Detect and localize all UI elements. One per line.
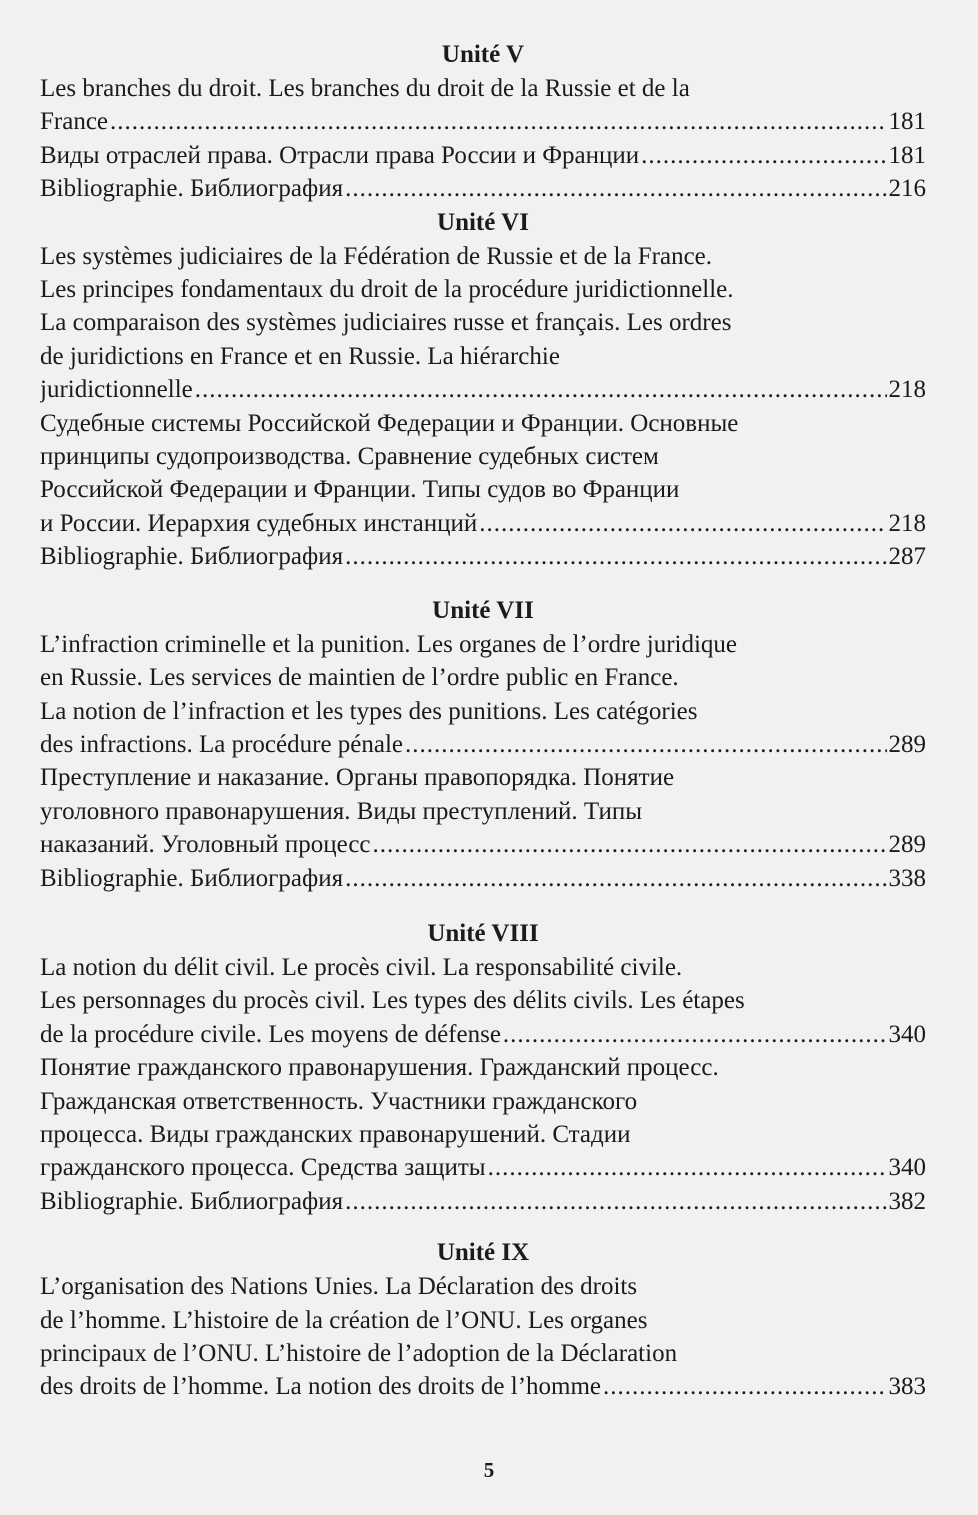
toc-line: процесса. Виды гражданских правонарушений. Стадии: [40, 1120, 631, 1148]
toc-leader-line: [40, 373, 926, 406]
toc-line: France: [40, 108, 109, 136]
toc-line: наказаний. Уголовный процесс: [40, 831, 371, 859]
toc-line: Судебные системы Российской Федерации и Франции. Основные: [40, 409, 739, 437]
toc-line: La notion du délit civil. Le procès civil. La responsabilité civile.: [40, 953, 683, 981]
page-ref: 181: [888, 108, 926, 136]
dot-leader: [345, 540, 886, 573]
page-ref: 218: [888, 509, 926, 537]
toc-line: Bibliographie. Библиография: [40, 864, 344, 892]
table-of-contents: [40, 38, 926, 1404]
section-spacer: [40, 1218, 926, 1236]
toc-entry: [40, 1270, 926, 1404]
toc-line: des infractions. La procédure pénale: [40, 730, 404, 758]
page-ref: 289: [888, 831, 926, 859]
dot-leader: [373, 828, 887, 861]
toc-entry: [40, 862, 926, 895]
toc-leader-line: [40, 540, 926, 573]
toc-line: de l’homme. L’histoire de la création de l’ONU. Les organes: [40, 1306, 648, 1334]
page-ref: 216: [888, 175, 926, 203]
toc-leader-line: [40, 1151, 926, 1184]
toc-entry: [40, 139, 926, 172]
toc-leader-line: [40, 1018, 926, 1051]
toc-line: juridictionnelle: [40, 376, 193, 404]
toc-entry: [40, 172, 926, 205]
toc-line: de juridictions en France et en Russie. La hiérarchie: [40, 342, 560, 370]
toc-line: уголовного правонарушения. Виды преступлений. Типы: [40, 797, 643, 825]
toc-entry: [40, 72, 926, 139]
toc-line: Виды отраслей права. Отрасли права России и Франции: [40, 141, 640, 169]
dot-leader: [345, 172, 886, 205]
dot-leader: [503, 1018, 887, 1051]
toc-entry: [40, 240, 926, 407]
page-number: 5: [483, 1458, 495, 1482]
page-ref: 218: [888, 376, 926, 404]
toc-line: Bibliographie. Библиография: [40, 543, 344, 571]
dot-leader: [345, 862, 886, 895]
toc-line: de la procédure civile. Les moyens de défense: [40, 1020, 501, 1048]
toc-line: и России. Иерархия судебных инстанций: [40, 509, 478, 537]
toc-leader-line: [40, 507, 926, 540]
toc-line: L’infraction criminelle et la punition. Les organes de l’ordre juridique: [40, 630, 738, 658]
dot-leader: [195, 373, 887, 406]
toc-line: Гражданская ответственность. Участники гражданского: [40, 1087, 638, 1115]
unit-section: [40, 594, 926, 895]
toc-leader-line: [40, 139, 926, 172]
toc-line: Преступление и наказание. Органы правопорядка. Понятие: [40, 764, 675, 792]
toc-entry: [40, 628, 926, 762]
dot-leader: [603, 1370, 886, 1403]
toc-line: principaux de l’ONU. L’histoire de l’adoption de la Déclaration: [40, 1340, 678, 1367]
dot-leader: [641, 139, 886, 172]
dot-leader: [488, 1151, 887, 1184]
toc-leader-line: [40, 172, 926, 205]
dot-leader: [405, 728, 886, 761]
toc-leader-line: [40, 1370, 926, 1403]
toc-line: Bibliographie. Библиография: [40, 175, 344, 203]
page-ref: 382: [888, 1187, 926, 1215]
toc-line: L’organisation des Nations Unies. La Déclaration des droits: [40, 1273, 638, 1301]
dot-leader: [110, 105, 886, 138]
toc-leader-line: [40, 1185, 926, 1218]
toc-entry: [40, 540, 926, 573]
toc-line: Понятие гражданского правонарушения. Гражданский процесс.: [40, 1054, 719, 1082]
page-ref: 340: [888, 1154, 926, 1182]
dot-leader: [479, 507, 886, 540]
unit-title: Unité VIII: [427, 919, 539, 947]
toc-line: принципы судопроизводства. Сравнение судебных систем: [40, 443, 659, 471]
toc-leader-line: [40, 105, 926, 138]
toc-line: La notion de l’infraction et les types des punitions. Les catégories: [40, 697, 698, 725]
page-ref: 287: [888, 543, 926, 571]
toc-line: La comparaison des systèmes judiciaires russe et français. Les ordres: [40, 309, 732, 337]
unit-section: [40, 38, 926, 206]
toc-entry: [40, 1185, 926, 1218]
toc-line: Bibliographie. Библиография: [40, 1187, 344, 1215]
section-spacer: [40, 574, 926, 594]
toc-leader-line: [40, 828, 926, 861]
page-ref: 340: [888, 1020, 926, 1048]
unit-section: [40, 917, 926, 1218]
toc-line: Les systèmes judiciaires de la Fédération de Russie et de la France.: [40, 242, 713, 270]
unit-section: [40, 206, 926, 574]
toc-leader-line: [40, 862, 926, 895]
dot-leader: [345, 1185, 886, 1218]
unit-title: Unité V: [441, 41, 525, 68]
toc-line: Les personnages du procès civil. Les types des délits civils. Les étapes: [40, 987, 745, 1015]
page-ref: 383: [888, 1373, 926, 1401]
page-ref: 181: [888, 141, 926, 169]
toc-entry: [40, 407, 926, 541]
toc-line: Les branches du droit. Les branches du droit de la Russie et de la: [40, 75, 690, 102]
page-ref: 338: [888, 864, 926, 892]
toc-line: Российской Федерации и Франции. Типы судов во Франции: [40, 476, 680, 504]
toc-line: en Russie. Les services de maintien de l’ordre public en France.: [40, 664, 679, 692]
unit-title: Unité VI: [437, 208, 529, 236]
section-spacer: [40, 895, 926, 917]
page-ref: 289: [888, 730, 926, 758]
toc-leader-line: [40, 728, 926, 761]
toc-line: Les principes fondamentaux du droit de la procédure juridictionnelle.: [40, 276, 734, 304]
unit-section: [40, 1236, 926, 1404]
unit-title: Unité IX: [436, 1239, 530, 1267]
toc-line: des droits de l’homme. La notion des droits de l’homme: [40, 1373, 602, 1401]
toc-entry: [40, 1051, 926, 1185]
unit-title: Unité VII: [432, 596, 534, 624]
toc-line: гражданского процесса. Средства защиты: [40, 1154, 486, 1182]
toc-entry: [40, 951, 926, 1051]
toc-entry: [40, 761, 926, 861]
